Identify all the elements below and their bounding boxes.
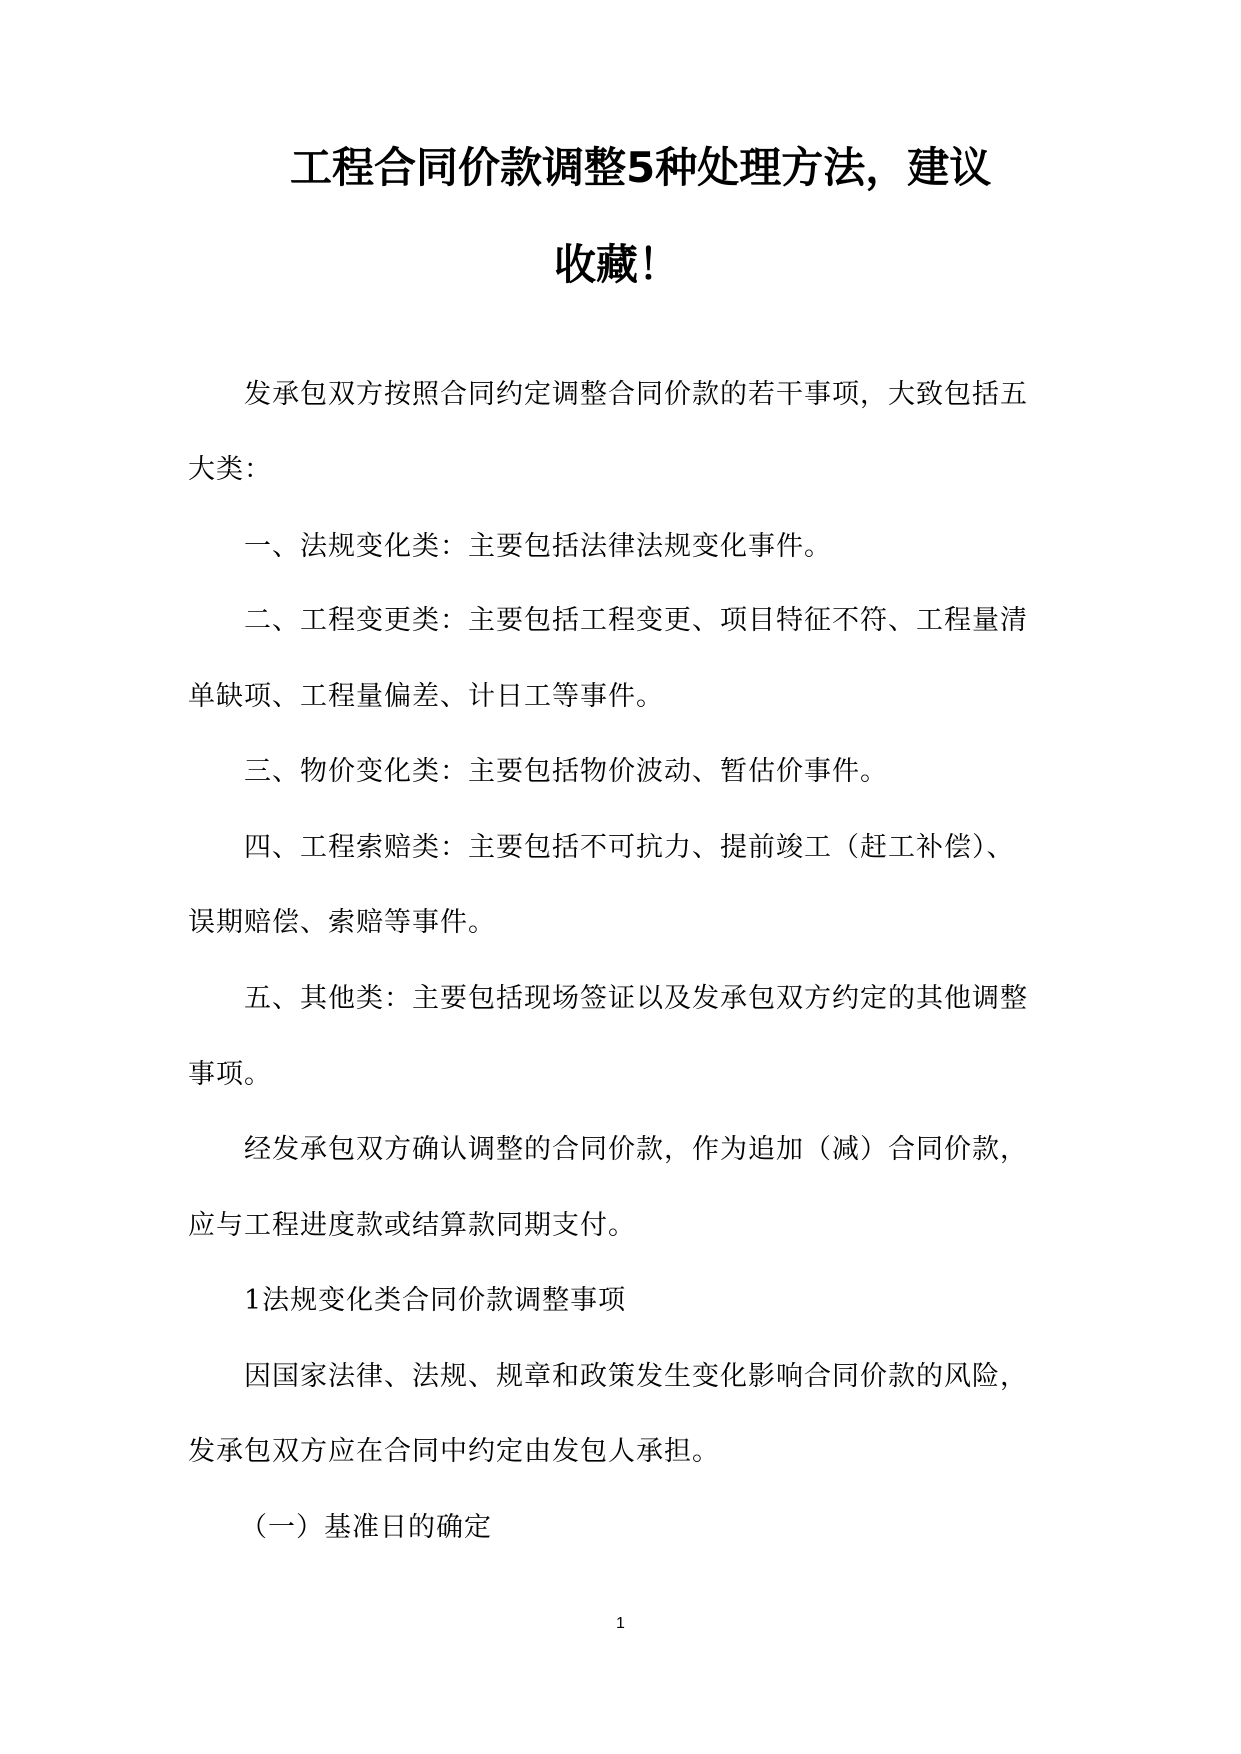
subsection-heading: （一）基准日的确定 xyxy=(240,1512,492,1543)
paragraph-line: 单缺项、工程量偏差、计日工等事件。 xyxy=(188,681,664,712)
document-title-line-1: 工程合同价款调整5种处理方法，建议 xyxy=(290,143,992,192)
paragraph-line: 事项。 xyxy=(188,1059,272,1090)
paragraph-line: 大类： xyxy=(188,454,272,485)
section-heading: 1法规变化类合同价款调整事项 xyxy=(244,1285,627,1316)
paragraph-line: 二、工程变更类：主要包括工程变更、项目特征不符、工程量清 xyxy=(244,605,1028,636)
paragraph-line: 三、物价变化类：主要包括物价波动、暂估价事件。 xyxy=(244,756,888,787)
paragraph-line: 五、其他类：主要包括现场签证以及发承包双方约定的其他调整 xyxy=(244,983,1028,1014)
paragraph-line: 发承包双方按照合同约定调整合同价款的若干事项，大致包括五 xyxy=(244,379,1028,410)
document-title-line-2: 收藏！ xyxy=(554,240,681,289)
page-number: 1 xyxy=(616,1615,625,1632)
paragraph-line: 经发承包双方确认调整的合同价款，作为追加（减）合同价款， xyxy=(244,1134,1028,1165)
paragraph-line: 一、法规变化类：主要包括法律法规变化事件。 xyxy=(244,531,832,562)
paragraph-line: 应与工程进度款或结算款同期支付。 xyxy=(188,1210,636,1241)
paragraph-line: 误期赔偿、索赔等事件。 xyxy=(188,907,496,938)
paragraph-line: 四、工程索赔类：主要包括不可抗力、提前竣工（赶工补偿）、 xyxy=(244,832,1015,863)
paragraph-line: 发承包双方应在合同中约定由发包人承担。 xyxy=(188,1436,720,1467)
paragraph-line: 因国家法律、法规、规章和政策发生变化影响合同价款的风险， xyxy=(244,1361,1028,1392)
